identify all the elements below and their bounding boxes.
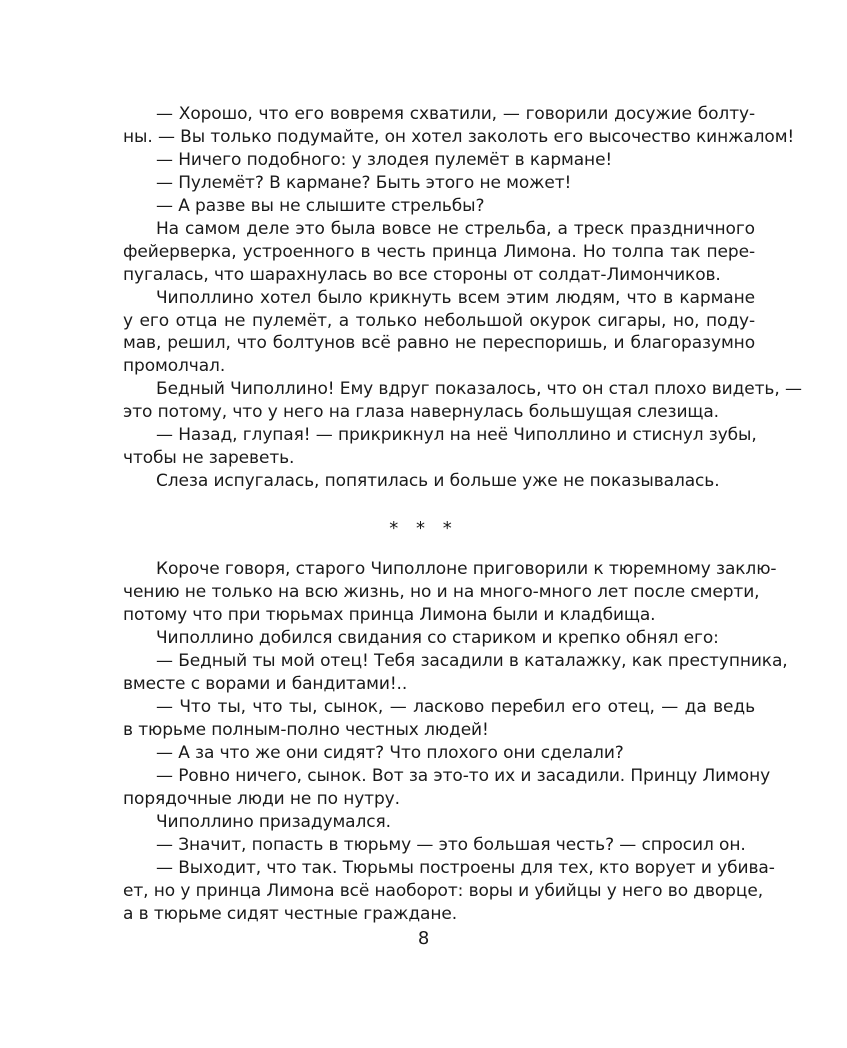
text-line: ны. — Вы только подумайте, он хотел заколоть его высочество кинжалом! (123, 127, 795, 147)
text-line: — Выходит, что так. Тюрьмы построены для тех, кто ворует и убива- (156, 858, 775, 878)
text-line: порядочные люди не по нутру. (123, 789, 400, 809)
text-line: — А разве вы не слышите стрельбы? (156, 196, 485, 216)
text-line: — Ничего подобного: у злодея пулемёт в кармане! (156, 150, 613, 170)
text-line: — Назад, глупая! — прикрикнул на неё Чиполлино и стиснул зубы, (156, 425, 757, 445)
text-line: в тюрьме полным-полно честных людей! (123, 720, 489, 740)
text-line: Короче говоря, старого Чиполлоне приговорили к тюремному заклю- (156, 559, 777, 579)
text-line: мав, решил, что болтунов всё равно не переспоришь, и благоразумно (123, 333, 755, 353)
text-line: промолчал. (123, 356, 226, 376)
section-separator: * * * (389, 518, 458, 539)
text-line: чению не только на всю жизнь, но и на много-много лет после смерти, (123, 582, 760, 602)
text-line: у его отца не пулемёт, а только небольшой окурок сигары, но, поду- (123, 311, 755, 331)
text-line: — Бедный ты мой отец! Тебя засадили в каталажку, как преступника, (156, 651, 788, 671)
text-line: вместе с ворами и бандитами!.. (123, 674, 408, 694)
text-line: потому что при тюрьмах принца Лимона были и кладбища. (123, 605, 656, 625)
text-line: — А за что же они сидят? Что плохого они сделали? (156, 743, 624, 763)
text-line: Чиполлино добился свидания со стариком и крепко обнял его: (156, 628, 719, 648)
text-line: пугалась, что шарахнулась во все стороны от солдат-Лимончиков. (123, 265, 721, 285)
text-line: ет, но у принца Лимона всё наоборот: воры и убийцы у него во дворце, (123, 881, 764, 901)
page-number: 8 (417, 928, 430, 949)
text-line: Слеза испугалась, попятилась и больше уже не показывалась. (156, 471, 720, 491)
text-line: это потому, что у него на глаза навернулась большущая слезища. (123, 402, 719, 422)
text-line: — Что ты, что ты, сынок, — ласково перебил его отец, — да ведь (156, 697, 755, 717)
text-line: а в тюрьме сидят честные граждане. (123, 904, 457, 924)
text-line: — Хорошо, что его вовремя схватили, — говорили досужие болту- (156, 104, 755, 124)
text-line: — Пулемёт? В кармане? Быть этого не может! (156, 173, 572, 193)
text-line: — Значит, попасть в тюрьму — это большая честь? — спросил он. (156, 835, 746, 855)
text-line: Чиполлино хотел было крикнуть всем этим людям, что в кармане (156, 288, 755, 308)
text-line: чтобы не зареветь. (123, 448, 295, 468)
text-line: — Ровно ничего, сынок. Вот за это-то их и засадили. Принцу Лимону (156, 766, 771, 786)
text-line: Бедный Чиполлино! Ему вдруг показалось, что он стал плохо видеть, — (156, 379, 802, 399)
text-line: На самом деле это была вовсе не стрельба, а треск праздничного (156, 219, 755, 239)
text-line: фейерверка, устроенного в честь принца Лимона. Но толпа так пере- (123, 242, 755, 262)
text-line: Чиполлино призадумался. (156, 812, 391, 832)
